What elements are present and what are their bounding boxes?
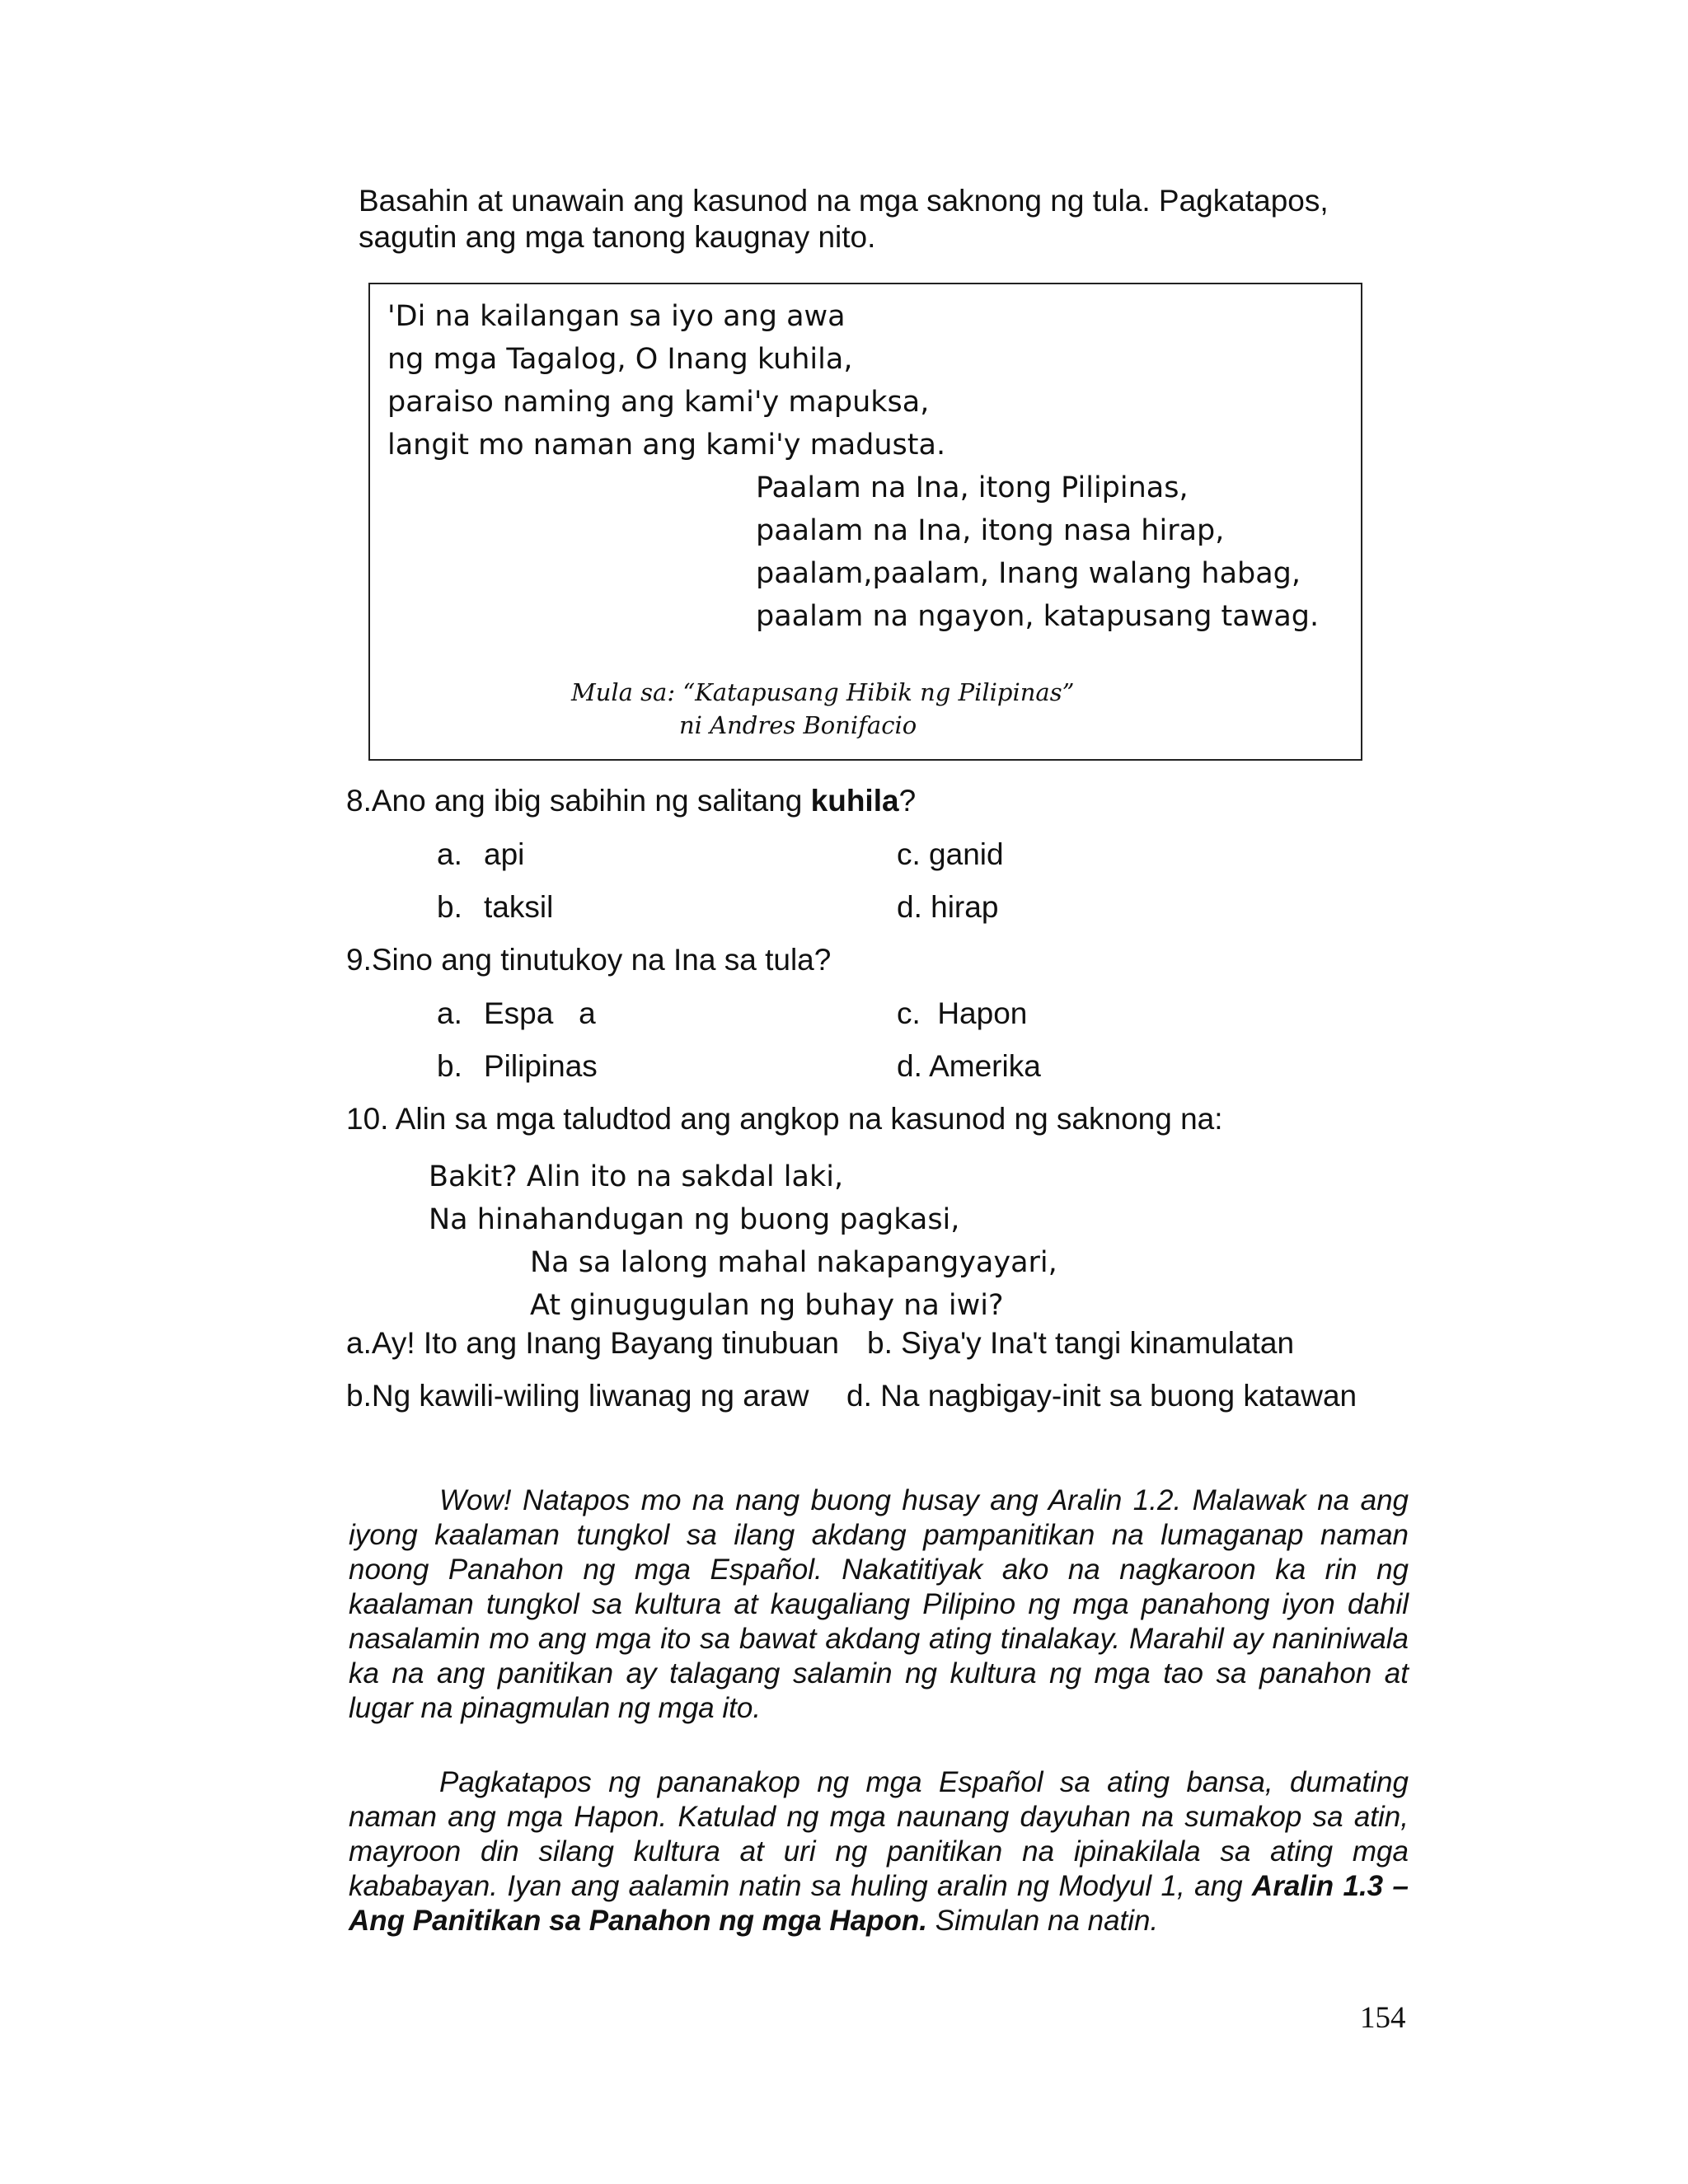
q10-verse-line-2: Na hinahandugan ng buong pagkasi, — [429, 1203, 960, 1236]
q9-option-c: c. Hapon — [897, 996, 1028, 1030]
poem-source-author: ni Andres Bonifacio — [679, 711, 917, 739]
poem-line: 'Di na kailangan sa iyo ang awa — [387, 300, 846, 333]
q9-option-b — [437, 1048, 598, 1085]
q8-option-c: c. ganid — [897, 837, 1004, 871]
question-10: 10. Alin sa mga taludtod ang angkop na kasunod ng saknong na: — [346, 1102, 1223, 1136]
q10-answer-c: b.Ng kawili-wiling liwanag ng araw — [346, 1379, 809, 1413]
closing-paragraph-1 — [349, 1483, 1409, 1726]
poem-line: paalam na Ina, itong nasa hirap, — [756, 514, 1225, 547]
option-letter: a. — [437, 996, 462, 1030]
q10-answer-d: d. Na nagbigay-init sa buong katawan — [846, 1379, 1357, 1413]
q9-option-a — [437, 996, 596, 1032]
instructions — [359, 183, 1430, 256]
closing-paragraph-2 — [349, 1765, 1409, 1938]
poem-line: langit mo naman ang kami'y madusta. — [387, 429, 946, 462]
lesson-title: Aralin 1.3 – Ang Panitikan sa Panahon ng mga Hapon. — [349, 1870, 1409, 1937]
q10-verse-line-3: Na sa lalong mahal nakapangyayari, — [530, 1246, 1057, 1279]
q10-verse-line-1: Bakit? Alin ito na sakdal laki, — [429, 1160, 844, 1193]
paragraph-text: Wow! Natapos mo na nang buong husay ang Aralin 1.2. Malawak na ang iyong kaalaman tungkol sa ilang akdang pampanitikan na lumaganap naman noong Panahon ng mga Español. Nakatitiyak ako na nagkaroon ka rin ng kaalaman tungkol sa kultura at kaugaliang Pilipino ng mga panahong iyon dahil nasalamin mo ang mga ito sa bawat akdang ating tinalakay. Marahil ay naniniwala ka na ang panitikan ay talagang salamin ng kultura ng mga tao sa panahon at lugar na pinagmulan ng mga ito. — [349, 1484, 1409, 1724]
option-text: api — [484, 837, 525, 871]
page-number: 154 — [1360, 2001, 1406, 2035]
question-8-suffix: ? — [898, 784, 917, 818]
q8-option-d: d. hirap — [897, 890, 999, 924]
option-text: taksil — [484, 890, 554, 924]
question-8-keyword: kuhila — [810, 784, 899, 818]
option-text: Espa a — [484, 996, 596, 1030]
q10-verse-line-4: At ginugugulan ng buhay na iwi? — [530, 1289, 1004, 1322]
poem-source-title: Mula sa: “Katapusang Hibik ng Pilipinas” — [571, 678, 1075, 706]
paragraph-text: Pagkatapos ng pananakop ng mga Español sa ating bansa, dumating naman ang mga Hapon. Katulad ng mga naunang dayuhan na sumakop sa atin, mayroon din silang kultura at uri ng panitikan na ipinakilala sa ating mga kababayan. Iyan ang aalamin natin sa huling aralin ng Modyul 1, ang — [349, 1766, 1409, 1902]
poem-line: paalam,paalam, Inang walang habag, — [756, 557, 1301, 590]
question-9: 9.Sino ang tinutukoy na Ina sa tula? — [346, 943, 832, 977]
poem-stanza-1 — [387, 295, 945, 466]
poem-stanza-2 — [756, 466, 1319, 638]
poem-line: Paalam na Ina, itong Pilipinas, — [756, 471, 1189, 504]
option-text: Pilipinas — [484, 1049, 598, 1083]
instruction-line-2: sagutin ang mga tanong kaugnay nito. — [359, 220, 876, 255]
option-letter: b. — [437, 890, 462, 924]
q8-option-b — [437, 889, 553, 926]
q8-option-a — [437, 837, 524, 873]
option-letter: b. — [437, 1049, 462, 1083]
q9-option-d: d. Amerika — [897, 1049, 1041, 1083]
instruction-line-1: Basahin at unawain ang kasunod na mga saknong ng tula. Pagkatapos, — [359, 184, 1329, 218]
q10-answer-b: b. Siya'y Ina't tangi kinamulatan — [867, 1326, 1295, 1360]
q10-answer-a: a.Ay! Ito ang Inang Bayang tinubuan — [346, 1326, 839, 1360]
question-8-prefix: 8.Ano ang ibig sabihin ng salitang — [346, 784, 811, 818]
poem-line: paraiso naming ang kami'y mapuksa, — [387, 386, 930, 419]
poem-line: ng mga Tagalog, O Inang kuhila, — [387, 343, 853, 376]
question-8 — [346, 783, 916, 819]
option-letter: a. — [437, 837, 462, 871]
paragraph-end: Simulan na natin. — [927, 1905, 1159, 1937]
poem-line: paalam na ngayon, katapusang tawag. — [756, 600, 1320, 633]
